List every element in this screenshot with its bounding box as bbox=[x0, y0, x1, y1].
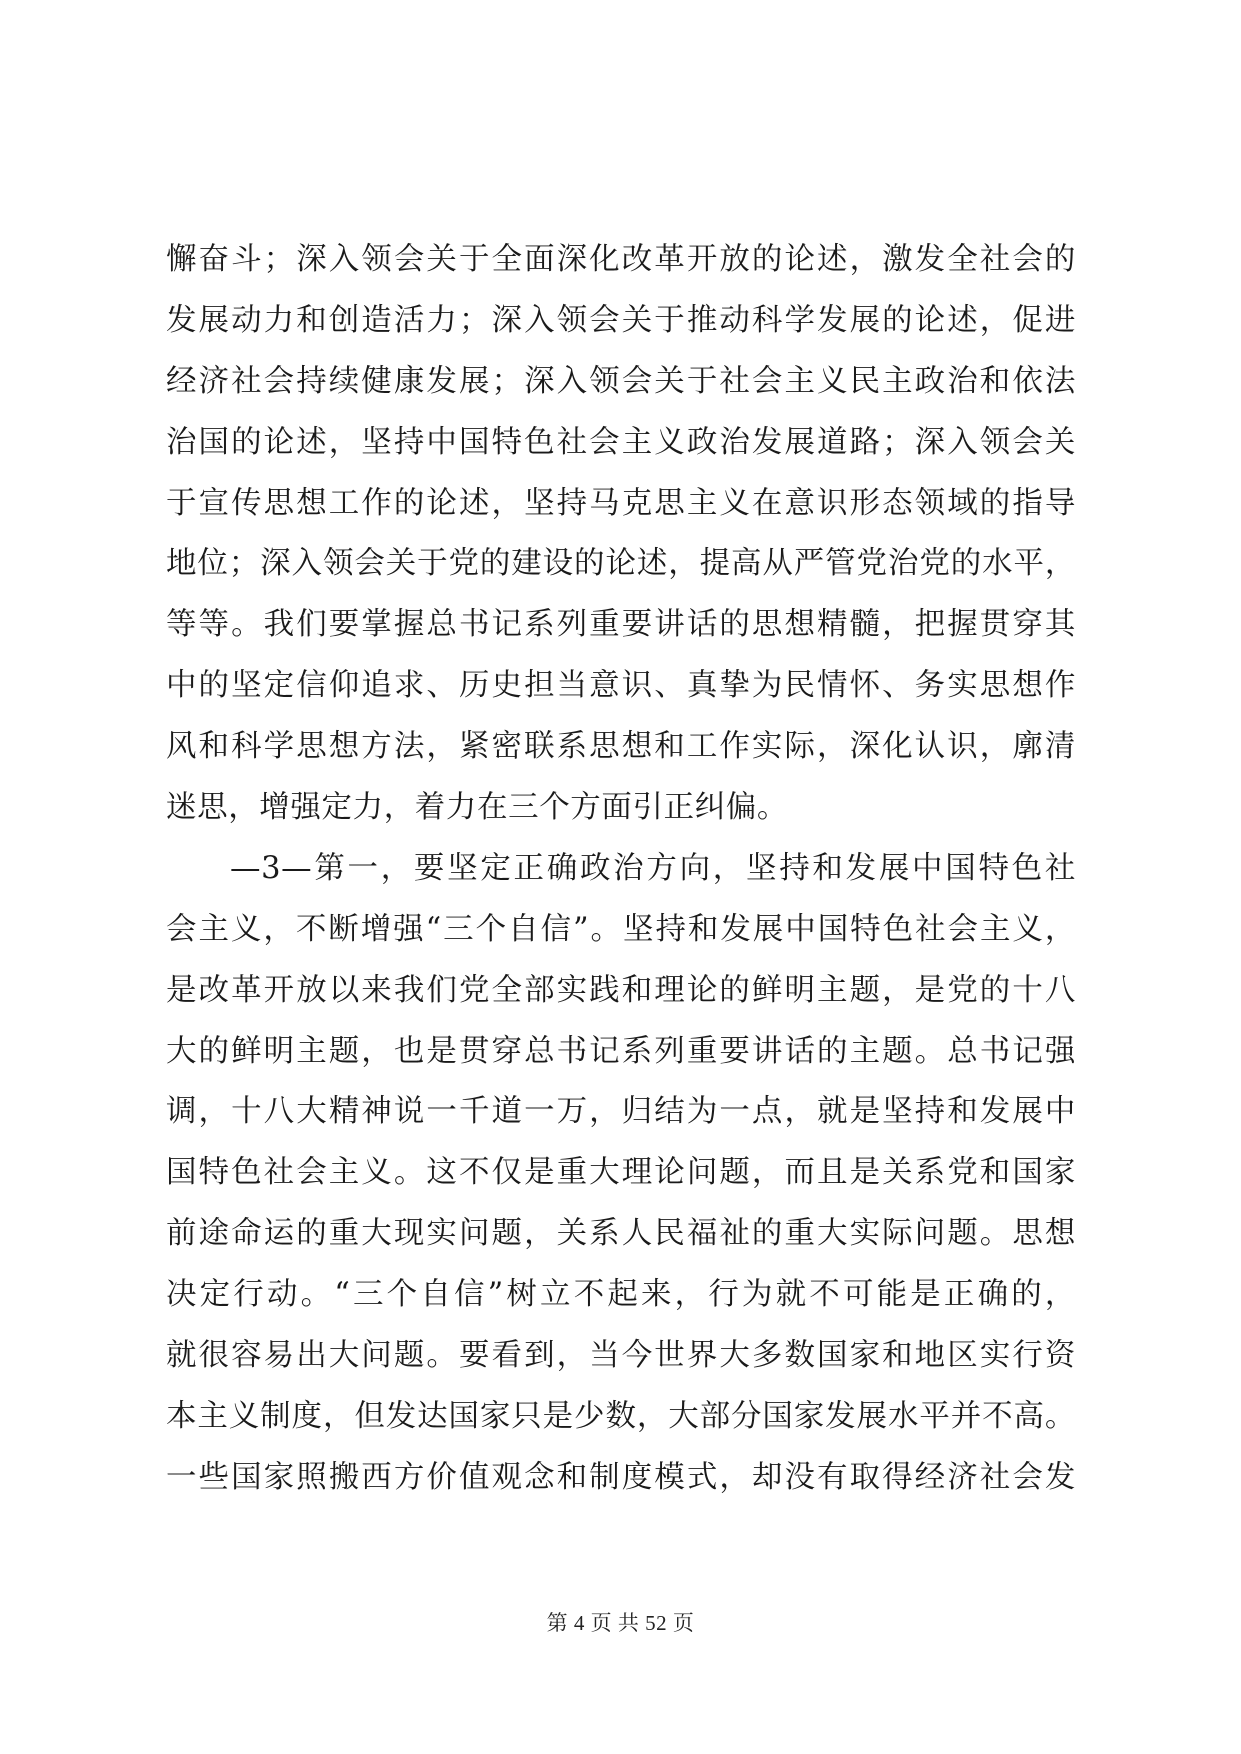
text-line: 本主义制度，但发达国家只是少数，大部分国家发展水平并不高。 bbox=[166, 1398, 1076, 1434]
text-line: 调，十八大精神说一千道一万，归结为一点，就是坚持和发展中 bbox=[166, 1094, 1076, 1130]
paragraph-continuation bbox=[166, 230, 1076, 839]
text-line: —3—第一，要坚定正确政治方向，坚持和发展中国特色社 bbox=[230, 850, 1076, 886]
text-line: 经济社会持续健康发展；深入领会关于社会主义民主政治和依法 bbox=[166, 363, 1076, 399]
paragraph-next bbox=[166, 839, 1076, 1509]
text-line: 迷思，增强定力，着力在三个方面引正纠偏。 bbox=[166, 790, 788, 826]
text-line: 国特色社会主义。这不仅是重大理论问题，而且是关系党和国家 bbox=[166, 1155, 1076, 1191]
document-body bbox=[166, 230, 1076, 1509]
text-line: 是改革开放以来我们党全部实践和理论的鲜明主题，是党的十八 bbox=[166, 972, 1076, 1008]
text-line: 中的坚定信仰追求、历史担当意识、真挚为民情怀、务实思想作 bbox=[166, 668, 1076, 704]
text-line: 会主义，不断增强“三个自信”。坚持和发展中国特色社会主义， bbox=[166, 911, 1076, 947]
text-line: 大的鲜明主题，也是贯穿总书记系列重要讲话的主题。总书记强 bbox=[166, 1033, 1076, 1069]
text-line: 就很容易出大问题。要看到，当今世界大多数国家和地区实行资 bbox=[166, 1338, 1076, 1374]
text-line: 懈奋斗；深入领会关于全面深化改革开放的论述，激发全社会的 bbox=[166, 242, 1076, 277]
text-line: 地位；深入领会关于党的建设的论述，提高从严管党治党的水平， bbox=[166, 546, 1076, 582]
text-line: 等等。我们要掌握总书记系列重要讲话的思想精髓，把握贯穿其 bbox=[166, 607, 1076, 643]
text-line: 前途命运的重大现实问题，关系人民福祉的重大实际问题。思想 bbox=[166, 1216, 1076, 1252]
text-line: 治国的论述，坚持中国特色社会主义政治发展道路；深入领会关 bbox=[166, 424, 1076, 460]
page-footer bbox=[0, 1607, 1241, 1637]
text-line: 于宣传思想工作的论述，坚持马克思主义在意识形态领域的指导 bbox=[166, 485, 1076, 521]
page-number: 第 4 页 共 52 页 bbox=[546, 1611, 695, 1635]
text-line: 一些国家照搬西方价值观念和制度模式，却没有取得经济社会发 bbox=[166, 1459, 1076, 1495]
text-line: 决定行动。“三个自信”树立不起来，行为就不可能是正确的， bbox=[166, 1277, 1076, 1313]
text-line: 发展动力和创造活力；深入领会关于推动科学发展的论述，促进 bbox=[166, 302, 1076, 338]
text-line: 风和科学思想方法，紧密联系思想和工作实际，深化认识，廓清 bbox=[166, 729, 1076, 765]
